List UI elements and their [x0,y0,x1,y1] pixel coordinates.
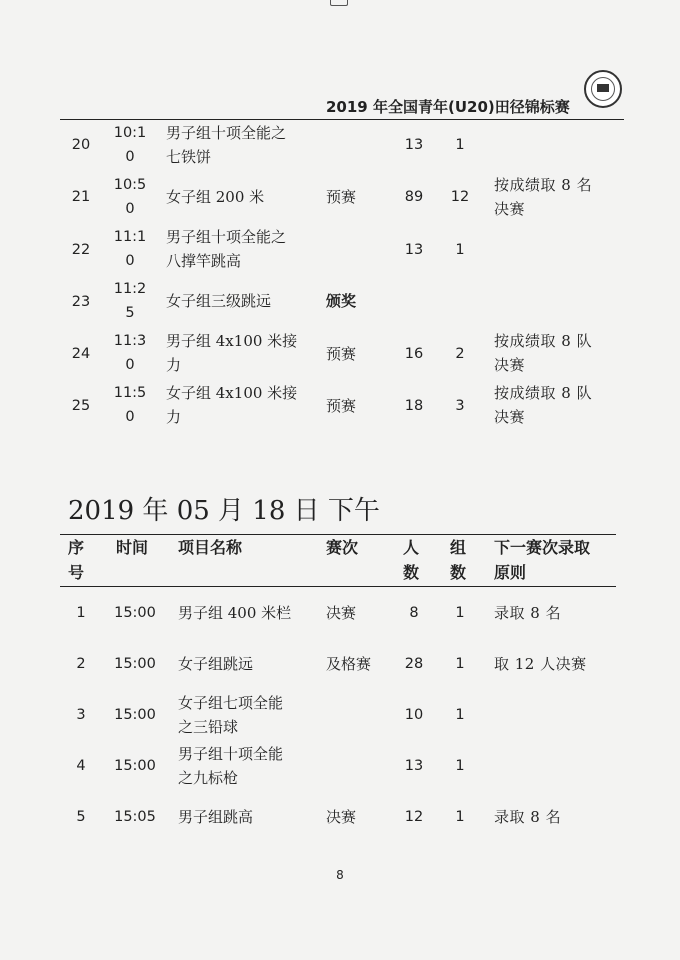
row-event: 男子组十项全能 之九标枪 [178,745,284,787]
row-time: 15:05 [114,809,156,825]
row-time: 15:00 [114,656,156,672]
column-header-time: 时间 [116,538,149,557]
row-time: 11:5 0 [113,385,147,425]
row-number: 23 [71,294,91,310]
row-count: 12 [404,809,424,825]
row-rule: 按成绩取 8 队 决赛 [494,384,593,426]
row-number: 25 [71,398,91,414]
row-number: 5 [76,809,86,825]
row-round: 预赛 [326,188,357,206]
row-time: 11:2 5 [113,281,147,321]
row-count: 89 [404,189,424,205]
table-header-rule [60,586,616,587]
row-number: 22 [71,242,91,258]
row-time: 10:5 0 [113,177,147,217]
row-rule: 录取 8 名 [494,808,562,826]
row-event: 女子组 4x100 米接 力 [166,384,298,426]
row-event: 男子组 400 米栏 [178,604,292,622]
row-round: 及格赛 [326,655,372,673]
row-count: 18 [404,398,424,414]
row-event: 男子组跳高 [178,808,254,826]
row-count: 13 [404,242,424,258]
section-date-title: 2019 年 05 月 18 日 下午 [68,496,380,526]
row-groups: 2 [455,346,465,362]
row-event: 男子组十项全能之 七铁饼 [166,124,287,166]
row-number: 1 [76,605,86,621]
row-round: 决赛 [326,808,357,826]
row-event: 女子组三级跳远 [166,292,272,310]
row-groups: 12 [450,189,470,205]
row-round: 颁奖 [326,292,357,310]
row-groups: 1 [455,809,465,825]
row-groups: 1 [455,242,465,258]
column-header-count: 人 数 [403,538,420,582]
row-groups: 1 [455,758,465,774]
row-groups: 1 [455,656,465,672]
row-round: 决赛 [326,604,357,622]
row-number: 3 [76,707,86,723]
row-number: 4 [76,758,86,774]
row-event: 女子组跳远 [178,655,254,673]
row-number: 20 [71,137,91,153]
document-header-title: 2019 年全国青年(U20)田径锦标赛 [326,98,570,116]
column-header-number: 序 号 [68,538,85,582]
row-count: 13 [404,137,424,153]
row-time: 11:1 0 [113,229,147,269]
row-count: 13 [404,758,424,774]
row-number: 2 [76,656,86,672]
row-count: 10 [404,707,424,723]
column-header-round: 赛次 [326,538,359,557]
row-groups: 1 [455,707,465,723]
row-count: 16 [404,346,424,362]
row-groups: 1 [455,605,465,621]
federation-seal-icon [584,70,622,108]
column-header-groups: 组 数 [450,538,467,582]
row-number: 24 [71,346,91,362]
row-time: 11:3 0 [113,333,147,373]
row-time: 15:00 [114,707,156,723]
row-event: 女子组七项全能 之三铅球 [178,694,284,736]
row-event: 女子组 200 米 [166,188,265,206]
column-header-rule: 下一赛次录取 原则 [494,538,591,582]
row-time: 10:1 0 [113,125,147,165]
row-event: 男子组 4x100 米接 力 [166,332,298,374]
row-rule: 取 12 人决赛 [494,655,587,673]
row-round: 预赛 [326,345,357,363]
row-groups: 3 [455,398,465,414]
row-rule: 按成绩取 8 名 决赛 [494,176,593,218]
row-time: 15:00 [114,605,156,621]
page-number: 8 [336,868,344,882]
row-time: 15:00 [114,758,156,774]
row-rule: 按成绩取 8 队 决赛 [494,332,593,374]
column-header-event: 项目名称 [178,538,243,557]
row-groups: 1 [455,137,465,153]
row-number: 21 [71,189,91,205]
row-count: 28 [404,656,424,672]
row-count: 8 [409,605,419,621]
row-round: 预赛 [326,397,357,415]
row-event: 男子组十项全能之 八撑竿跳高 [166,228,287,270]
row-rule: 录取 8 名 [494,604,562,622]
page-tab-marker [330,0,348,6]
header-divider [60,119,624,120]
